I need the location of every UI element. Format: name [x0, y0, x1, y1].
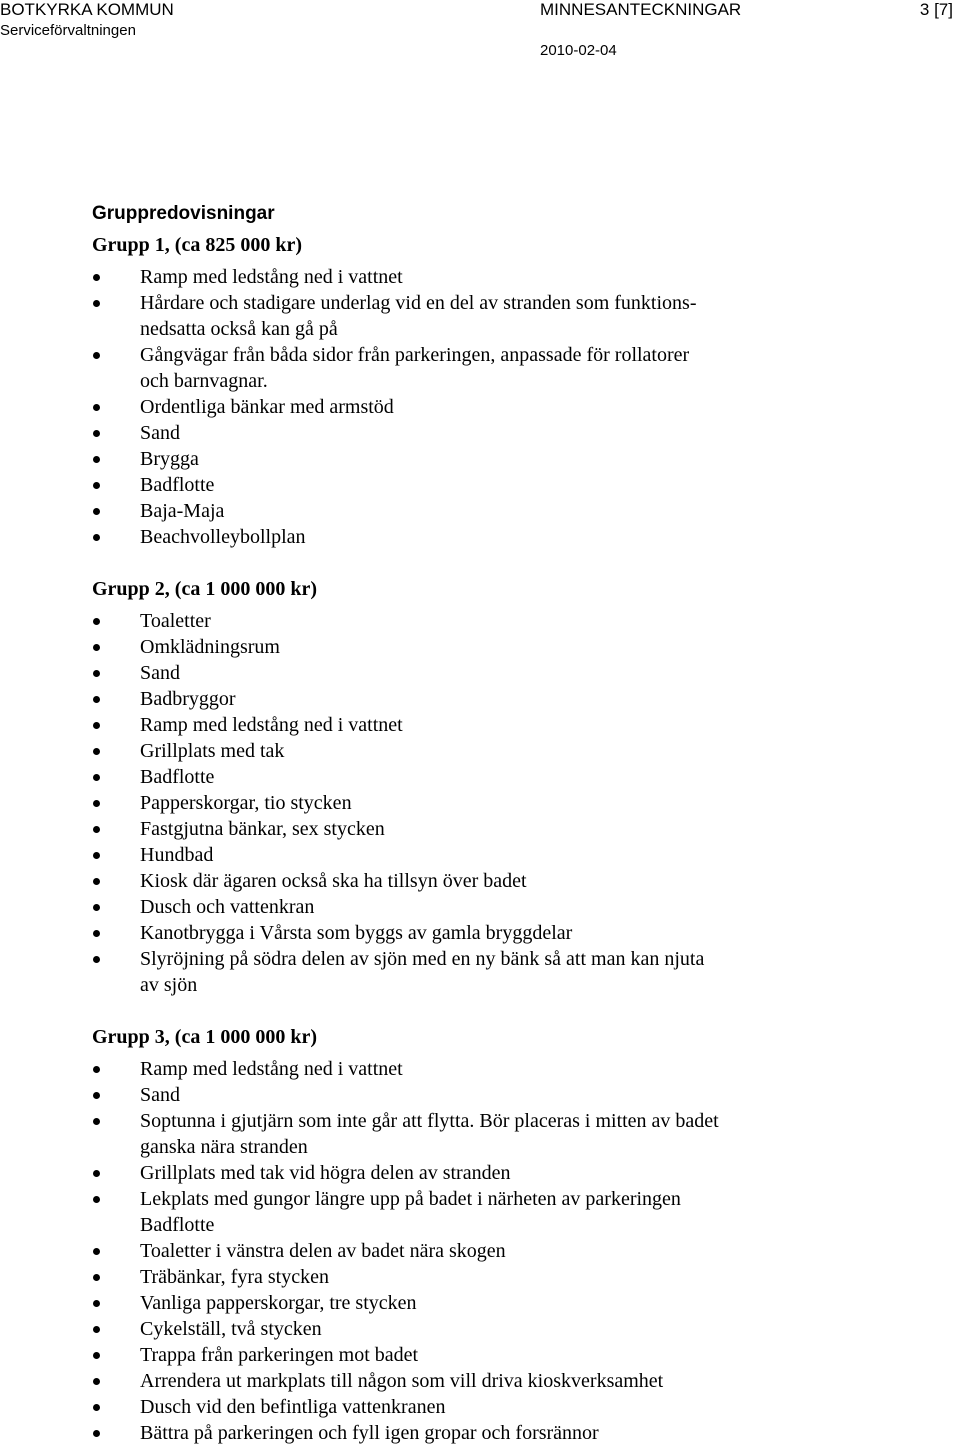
list-item-text: Ramp med ledstång ned i vattnet	[140, 266, 403, 288]
group-3	[92, 1024, 852, 1446]
bullet-icon	[93, 1066, 100, 1073]
bullet-icon	[93, 670, 100, 677]
list-item-text: Fastgjutna bänkar, sex stycken	[140, 818, 385, 840]
bullet-icon	[93, 1118, 100, 1125]
bullet-icon	[93, 404, 100, 411]
list-item	[92, 394, 852, 420]
bullet-icon	[93, 722, 100, 729]
list-item	[92, 790, 852, 816]
bullet-icon	[93, 534, 100, 541]
bullet-icon	[93, 456, 100, 463]
bullet-icon	[93, 508, 100, 515]
list-item-text: Toaletter	[140, 610, 211, 632]
item-list	[92, 1056, 852, 1446]
bullet-icon	[93, 696, 100, 703]
list-item-text: Sand	[140, 422, 180, 444]
list-item-text: Arrendera ut markplats till någon som vill driva kioskverksamhet	[140, 1370, 664, 1392]
bullet-icon	[93, 644, 100, 651]
list-item	[92, 1368, 852, 1394]
list-item-text: Gångvägar från båda sidor från parkeringen, anpassade för rollatorer och barnvagnar.	[140, 344, 690, 392]
list-item-text: Ramp med ledstång ned i vattnet	[140, 1058, 403, 1080]
list-item-text: Badbryggor	[140, 688, 236, 710]
list-item-text: Baja-Maja	[140, 500, 225, 522]
list-item-text: Ordentliga bänkar med armstöd	[140, 396, 394, 418]
list-item	[92, 946, 852, 998]
list-item-text: Cykelställ, två stycken	[140, 1318, 322, 1340]
bullet-icon	[93, 352, 100, 359]
list-item	[92, 608, 852, 634]
group-heading: Grupp 1, (ca 825 000 kr)	[92, 234, 302, 256]
list-item-text: Kiosk där ägaren också ska ha tillsyn över badet	[140, 870, 527, 892]
list-item	[92, 738, 852, 764]
list-item-text: Beachvolleybollplan	[140, 526, 306, 548]
group-heading: Grupp 3, (ca 1 000 000 kr)	[92, 1026, 317, 1048]
bullet-icon	[93, 1404, 100, 1411]
list-item	[92, 524, 852, 550]
bullet-icon	[93, 1092, 100, 1099]
list-item-text: Vanliga papperskorgar, tre stycken	[140, 1292, 417, 1314]
bullet-icon	[93, 618, 100, 625]
bullet-icon	[93, 1170, 100, 1177]
list-item	[92, 1420, 852, 1446]
bullet-icon	[93, 1274, 100, 1281]
group-2	[92, 576, 852, 998]
list-item-text: Dusch och vattenkran	[140, 896, 315, 918]
bullet-icon	[93, 904, 100, 911]
list-item	[92, 446, 852, 472]
bullet-icon	[93, 800, 100, 807]
list-item-text: Toaletter i vänstra delen av badet nära skogen	[140, 1240, 506, 1262]
list-item-text: Badflotte	[140, 474, 215, 496]
list-item	[92, 1082, 852, 1108]
department-name: Serviceförvaltningen	[0, 22, 136, 39]
group-heading: Grupp 2, (ca 1 000 000 kr)	[92, 578, 317, 600]
list-item-text: Brygga	[140, 448, 199, 470]
document-date: 2010-02-04	[540, 42, 617, 59]
list-item	[92, 264, 852, 290]
list-item-text: Grillplats med tak vid högra delen av stranden	[140, 1162, 511, 1184]
list-item-text: Dusch vid den befintliga vattenkranen	[140, 1396, 446, 1418]
list-item	[92, 472, 852, 498]
bullet-icon	[93, 1430, 100, 1437]
bullet-icon	[93, 1326, 100, 1333]
list-item	[92, 342, 852, 394]
bullet-icon	[93, 930, 100, 937]
list-item	[92, 712, 852, 738]
list-item	[92, 290, 852, 342]
list-item	[92, 1342, 852, 1368]
list-item	[92, 1160, 852, 1186]
document-type: MINNESANTECKNINGAR	[540, 0, 742, 19]
groups-container	[92, 232, 852, 1446]
list-item-text: Grillplats med tak	[140, 740, 285, 762]
bullet-icon	[93, 482, 100, 489]
item-list	[92, 608, 852, 998]
section-title: Gruppredovisningar	[92, 203, 275, 224]
list-item	[92, 660, 852, 686]
list-item	[92, 1186, 852, 1238]
list-item	[92, 634, 852, 660]
list-item-text: Bättra på parkeringen och fyll igen gropar och forsrännor	[140, 1422, 599, 1444]
bullet-icon	[93, 1248, 100, 1255]
list-item	[92, 764, 852, 790]
bullet-icon	[93, 430, 100, 437]
item-list	[92, 264, 852, 550]
list-item-text: Träbänkar, fyra stycken	[140, 1266, 329, 1288]
list-item	[92, 816, 852, 842]
list-item	[92, 868, 852, 894]
list-item	[92, 498, 852, 524]
list-item-text: Hundbad	[140, 844, 214, 866]
group-1	[92, 232, 852, 550]
list-item	[92, 1108, 852, 1160]
list-item-text: Trappa från parkeringen mot badet	[140, 1344, 419, 1366]
bullet-icon	[93, 826, 100, 833]
bullet-icon	[93, 1352, 100, 1359]
bullet-icon	[93, 852, 100, 859]
bullet-icon	[93, 774, 100, 781]
document-body	[92, 201, 852, 1446]
list-item	[92, 1264, 852, 1290]
list-item	[92, 686, 852, 712]
list-item-text: Ramp med ledstång ned i vattnet	[140, 714, 403, 736]
list-item	[92, 842, 852, 868]
list-item	[92, 420, 852, 446]
list-item	[92, 1394, 852, 1420]
list-item	[92, 1316, 852, 1342]
bullet-icon	[93, 1196, 100, 1203]
list-item-text: Lekplats med gungor längre upp på badet i närheten av parkeringen Badflotte	[140, 1188, 681, 1236]
list-item-text: Omklädningsrum	[140, 636, 280, 658]
list-item-text: Kanotbrygga i Vårsta som byggs av gamla bryggdelar	[140, 922, 573, 944]
list-item-text: Slyröjning på södra delen av sjön med en ny bänk så att man kan njuta av sjön	[140, 948, 705, 996]
list-item-text: Sand	[140, 662, 180, 684]
list-item-text: Papperskorgar, tio stycken	[140, 792, 352, 814]
bullet-icon	[93, 1378, 100, 1385]
bullet-icon	[93, 300, 100, 307]
list-item-text: Sand	[140, 1084, 180, 1106]
bullet-icon	[93, 1300, 100, 1307]
list-item	[92, 1056, 852, 1082]
bullet-icon	[93, 956, 100, 963]
list-item-text: Soptunna i gjutjärn som inte går att flytta. Bör placeras i mitten av badet ganska nära stranden	[140, 1110, 719, 1158]
bullet-icon	[93, 878, 100, 885]
list-item	[92, 920, 852, 946]
list-item	[92, 1238, 852, 1264]
bullet-icon	[93, 274, 100, 281]
list-item-text: Badflotte	[140, 766, 215, 788]
list-item-text: Hårdare och stadigare underlag vid en del av stranden som funktions- nedsatta också kan gå på	[140, 292, 697, 340]
bullet-icon	[93, 748, 100, 755]
page-number: 3 [7]	[919, 0, 953, 19]
organization-name: BOTKYRKA KOMMUN	[0, 0, 174, 19]
list-item	[92, 894, 852, 920]
list-item	[92, 1290, 852, 1316]
